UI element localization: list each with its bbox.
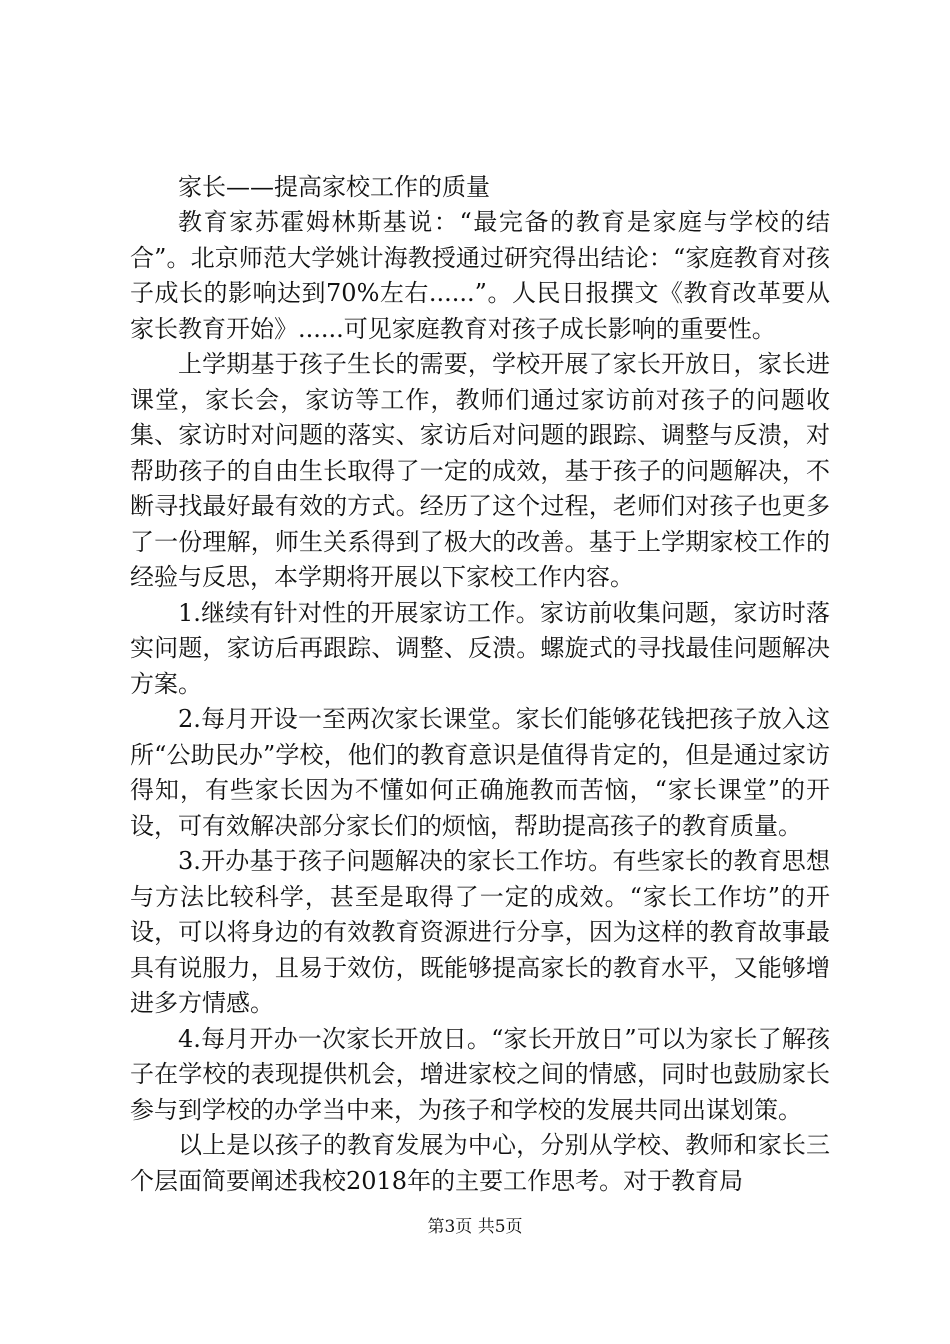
paragraph-3: 1.继续有针对性的开展家访工作。家访前收集问题，家访时落实问题，家访后再跟踪、调整、反溃。螺旋式的寻找最佳问题解决方案。 bbox=[130, 598, 830, 698]
paragraph-1: 教育家苏霍姆林斯基说：“最完备的教育是家庭与学校的结合”。北京师范大学姚计海教授通过研究得出结论：“家庭教育对孩子成长的影响达到70%左右......”。人民日报撰文《教育改革要从家长教育开始》......可见家庭教育对孩子成长影响的重要性。 bbox=[130, 208, 830, 343]
page-number-footer: 第3页 共5页 bbox=[427, 1217, 523, 1237]
paragraph-5: 3.开办基于孩子问题解决的家长工作坊。有些家长的教育思想与方法比较科学，甚至是取得了一定的成效。“家长工作坊”的开设，可以将身边的有效教育资源进行分享，因为这样的教育故事最具有说服力，且易于效仿，既能够提高家长的教育水平，又能够增进多方情感。 bbox=[130, 847, 830, 1017]
document-body bbox=[130, 170, 830, 1199]
paragraph-4: 2.每月开设一至两次家长课堂。家长们能够花钱把孩子放入这所“公助民办”学校，他们的教育意识是值得肯定的，但是通过家访得知，有些家长因为不懂如何正确施教而苦恼，“家长课堂”的开设，可有效解决部分家长们的烦恼，帮助提高孩子的教育质量。 bbox=[130, 705, 830, 840]
section-heading: 家长——提高家校工作的质量 bbox=[178, 173, 490, 201]
paragraph-6: 4.每月开办一次家长开放日。“家长开放日”可以为家长了解孩子在学校的表现提供机会，增进家校之间的情感，同时也鼓励家长参与到学校的办学当中来，为孩子和学校的发展共同出谋划策。 bbox=[130, 1024, 830, 1124]
paragraph-7: 以上是以孩子的教育发展为中心，分别从学校、教师和家长三个层面简要阐述我校2018年的主要工作思考。对于教育局 bbox=[130, 1131, 830, 1195]
paragraph-2: 上学期基于孩子生长的需要，学校开展了家长开放日，家长进课堂，家长会，家访等工作，教师们通过家访前对孩子的问题收集、家访时对问题的落实、家访后对问题的跟踪、调整与反溃，对帮助孩子的自由生长取得了一定的成效，基于孩子的问题解决，不断寻找最好最有效的方式。经历了这个过程，老师们对孩子也更多了一份理解，师生关系得到了极大的改善。基于上学期家校工作的经验与反思，本学期将开展以下家校工作内容。 bbox=[130, 350, 830, 591]
